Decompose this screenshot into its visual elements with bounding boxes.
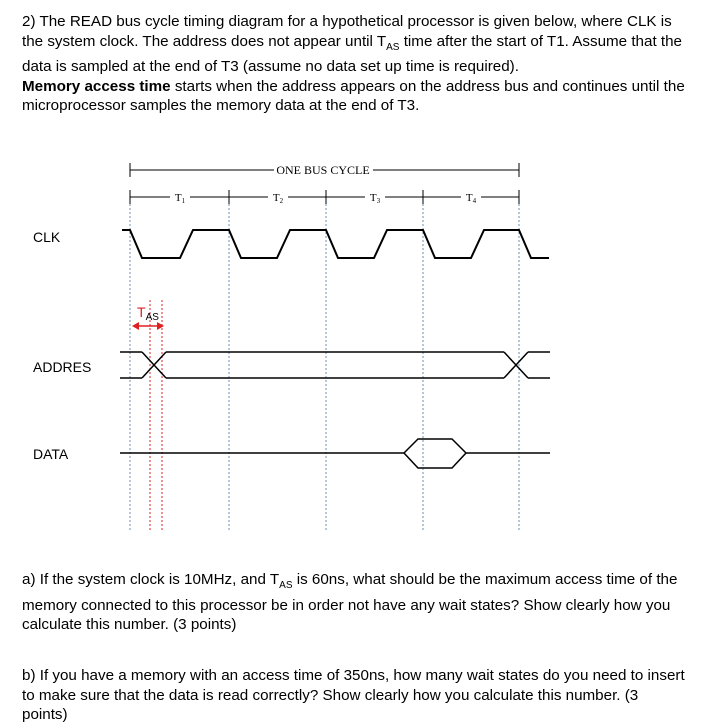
t1-label: T1 [174, 192, 186, 205]
t2-label: T2 [272, 192, 284, 205]
intro-tas-subscript: AS [386, 41, 400, 53]
problem-statement [22, 12, 686, 116]
t-states-dimension [130, 190, 519, 204]
t3-label: T3 [369, 192, 381, 205]
bus-cycle-label: ONE BUS CYCLE [276, 163, 370, 177]
t4-label: T4 [465, 192, 477, 205]
clk-waveform [122, 230, 549, 258]
question-b: b) If you have a memory with an access time of 350ns, how many wait states do you need to insert to make sure that the data is read correctly? Show clearly how you calculate this number. (3 points) [22, 667, 685, 724]
timing-diagram [0, 150, 702, 550]
question-a: a) If the system clock is 10MHz, and $T_{AS}$ is 60ns, what should be the maximum access time of the memory connected to this processor be in order not have any wait states? Show clearly how you calculate this number. (3 points) [22, 571, 678, 634]
data-waveform [120, 439, 550, 468]
address-label: ADDRES [33, 359, 92, 375]
data-label: DATA [33, 446, 69, 462]
address-waveform [120, 352, 550, 378]
memory-access-time-term: Memory access time [22, 77, 171, 95]
tas-marker-lines [150, 300, 162, 530]
clk-label: CLK [33, 229, 61, 245]
intro-text-1-end: time after the start of T1. Assume that the data is sampled at the end of T3 (assume no data set up time is required). [22, 32, 682, 76]
grid-lines [130, 192, 519, 530]
intro-text-2: starts when the address appears on the address bus and continues until the microprocessor samples the memory data at the end of T3. [22, 77, 685, 115]
question-a-tas-subscript: AS [279, 580, 293, 592]
tas-arrow [132, 322, 164, 330]
intro-text-1: 2) The READ bus cycle timing diagram for a hypothetical processor is given below, where CLK is the system clock. The address does not appear until T [22, 13, 672, 50]
tas-label: $T_{AS}$ [137, 304, 159, 323]
